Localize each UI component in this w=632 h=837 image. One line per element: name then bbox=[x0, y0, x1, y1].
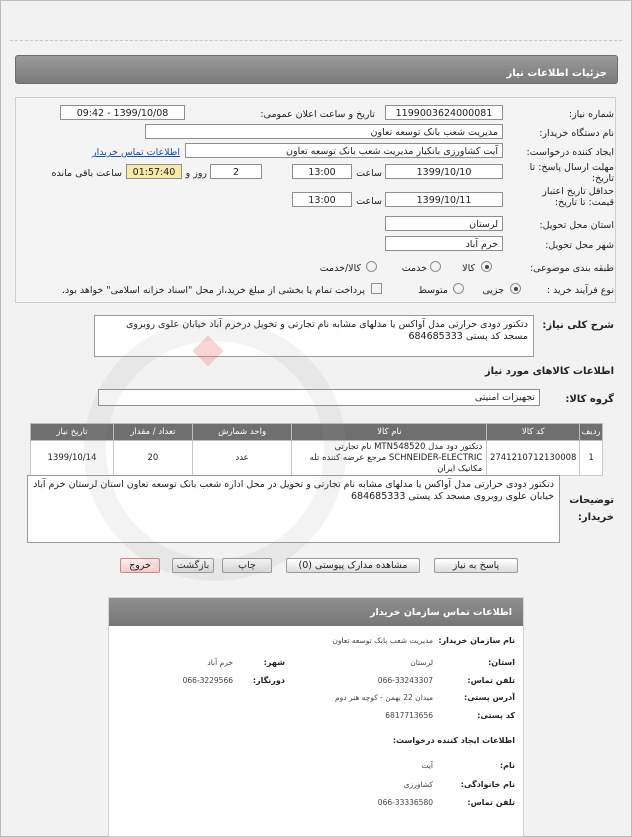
province-card-label: استان: bbox=[488, 658, 515, 667]
col-name: نام کالا bbox=[292, 424, 487, 441]
creator-name-value: آیت bbox=[421, 761, 433, 770]
goods-group-field[interactable]: تجهیزات امنیتی bbox=[98, 389, 540, 406]
creator-family-label: نام خانوادگی: bbox=[460, 780, 515, 789]
col-row: ردیف bbox=[580, 424, 603, 441]
category-goods-service-label: کالا/خدمت bbox=[319, 263, 361, 274]
buyer-notes-text[interactable]: دتکتور دودی حرارتی مدل آواکس یا مدلهای مشابه نام تجارتی و تحویل در محل اداره شعب بانک توسعه تعاون استان لرستان خرم آباد خیابان علوی روبروی مسجد کد پستی 684685333 bbox=[27, 475, 560, 543]
day-and-label: روز و bbox=[185, 168, 207, 179]
col-qty: تعداد / مقدار bbox=[114, 424, 193, 441]
buyer-org-field[interactable]: مدیریت شعب بانک توسعه تعاون bbox=[145, 124, 503, 139]
row-code: 2741210712130008 bbox=[487, 441, 580, 476]
row-unit: عدد bbox=[192, 441, 292, 476]
city-field[interactable]: خرم آباد bbox=[385, 236, 503, 251]
top-divider bbox=[10, 40, 622, 41]
category-service-label: خدمت bbox=[401, 263, 427, 274]
col-date: تاریخ نیاز bbox=[31, 424, 114, 441]
creator-phone-value: 066-33336580 bbox=[377, 798, 433, 807]
province-label: استان محل تحویل: bbox=[539, 220, 614, 231]
province-field[interactable]: لرستان bbox=[385, 216, 503, 231]
row-index: 1 bbox=[580, 441, 603, 476]
purchase-minor-label: جزیی bbox=[482, 285, 504, 296]
city-label: شهر محل تحویل: bbox=[545, 240, 614, 251]
row-date: 1399/10/14 bbox=[31, 441, 114, 476]
phone-label: تلفن تماس: bbox=[467, 676, 515, 685]
back-button[interactable]: بازگشت bbox=[172, 558, 214, 573]
price-time-field[interactable]: 13:00 bbox=[292, 192, 352, 207]
creator-phone-label: تلفن تماس: bbox=[467, 798, 515, 807]
buyer-org-label: نام دستگاه خریدار: bbox=[539, 128, 614, 139]
treasury-note: پرداخت تمام یا بخشی از مبلغ خرید،از محل "اسناد خزانه اسلامی" خواهد بود. bbox=[62, 285, 365, 296]
price-date-field[interactable]: 1399/10/11 bbox=[385, 192, 503, 207]
org-value: مدیریت شعب بانک توسعه تعاون bbox=[332, 636, 433, 645]
col-unit: واحد شمارش bbox=[192, 424, 292, 441]
category-goods-label: کالا bbox=[462, 263, 475, 274]
category-label: طبقه بندی موضوعی: bbox=[529, 263, 614, 274]
days-field[interactable]: 2 bbox=[210, 164, 262, 179]
exit-button[interactable]: خروج bbox=[120, 558, 160, 573]
contact-card-title: اطلاعات تماس سازمان خریدار bbox=[109, 598, 523, 626]
contact-info-link[interactable]: اطلاعات تماس خریدار bbox=[91, 147, 180, 158]
category-radio-goods-service[interactable] bbox=[366, 261, 377, 272]
province-card-value: لرستان bbox=[410, 658, 433, 667]
fax-value: 066-3229566 bbox=[182, 676, 233, 685]
purchase-medium-label: متوسط bbox=[418, 285, 448, 296]
creator-name-label: نام: bbox=[499, 761, 515, 770]
need-number-field[interactable]: 1199003624000081 bbox=[385, 105, 503, 120]
announce-datetime-field[interactable]: 1399/10/08 - 09:42 bbox=[60, 105, 185, 120]
reply-button[interactable]: پاسخ به نیاز bbox=[434, 558, 518, 573]
price-validity-label: حداقل تاریخ اعتبار قیمت: تا تاریخ: bbox=[542, 186, 614, 208]
reply-date-field[interactable]: 1399/10/10 bbox=[385, 164, 503, 179]
postal-label: کد پستی: bbox=[477, 711, 515, 720]
price-time-label: ساعت bbox=[356, 196, 382, 207]
address-value: میدان 22 بهمن - کوچه هنر دوم bbox=[334, 693, 433, 702]
category-radio-service[interactable] bbox=[430, 261, 441, 272]
postal-value: 6817713656 bbox=[385, 711, 433, 720]
address-label: آدرس پستی: bbox=[464, 693, 515, 702]
city-card-value: خرم آباد bbox=[207, 658, 233, 667]
goods-group-label: گروه کالا: bbox=[565, 394, 614, 405]
fax-label: دورنگار: bbox=[252, 676, 285, 685]
reply-time-field[interactable]: 13:00 bbox=[292, 164, 352, 179]
creator-family-value: کشاورزی bbox=[403, 780, 433, 789]
creator-title: اطلاعات ایجاد کننده درخواست: bbox=[392, 736, 515, 745]
remaining-label: ساعت باقی مانده bbox=[51, 168, 122, 179]
contact-card bbox=[108, 597, 524, 837]
phone-value: 066-33243307 bbox=[377, 676, 433, 685]
city-card-label: شهر: bbox=[263, 658, 285, 667]
need-number-label: شماره نیاز: bbox=[568, 109, 614, 120]
print-button[interactable]: چاپ bbox=[222, 558, 272, 573]
goods-table bbox=[30, 423, 603, 476]
row-qty: 20 bbox=[114, 441, 193, 476]
buyer-notes-label: توضیحات خریدار: bbox=[569, 495, 614, 523]
page-title: جزئیات اطلاعات نیاز bbox=[15, 55, 618, 84]
treasury-checkbox[interactable] bbox=[371, 283, 382, 294]
requester-label: ایجاد کننده درخواست: bbox=[526, 147, 614, 158]
attachments-button[interactable]: مشاهده مدارک پیوستی (0) bbox=[286, 558, 420, 573]
category-radio-goods[interactable] bbox=[481, 261, 492, 272]
col-code: کد کالا bbox=[487, 424, 580, 441]
purchase-type-label: نوع فرآیند خرید : bbox=[546, 285, 614, 296]
requester-field[interactable]: آیت کشاورزی بانکیار مدیریت شعب بانک توسعه تعاون bbox=[185, 143, 503, 158]
reply-time-label: ساعت bbox=[356, 168, 382, 179]
general-desc-text[interactable]: دتکتور دودی حرارتی مدل آواکس یا مدلهای مشابه نام تجارتی و تحویل درخرم آباد خیابان علوی روبروی مسجد کد پستی 684685333 bbox=[94, 315, 534, 357]
org-label: نام سازمان خریدار: bbox=[438, 636, 515, 645]
row-name: دتکتور دود مدل MTN548520 نام تجارتی SCHNEIDER-ELECTRIC مرجع عرضه کننده تله مکانیک ایران bbox=[292, 441, 487, 476]
announce-datetime-label: تاریخ و ساعت اعلان عمومی: bbox=[260, 109, 375, 120]
purchase-radio-medium[interactable] bbox=[453, 283, 464, 294]
purchase-radio-minor[interactable] bbox=[510, 283, 521, 294]
general-desc-label: شرح کلی نیاز: bbox=[542, 320, 614, 331]
goods-info-title: اطلاعات کالاهای مورد نیاز bbox=[484, 366, 614, 377]
reply-deadline-label: مهلت ارسال پاسخ: تا تاریخ: bbox=[529, 162, 614, 184]
remaining-time-field: 01:57:40 bbox=[126, 164, 182, 179]
table-row bbox=[31, 441, 603, 476]
